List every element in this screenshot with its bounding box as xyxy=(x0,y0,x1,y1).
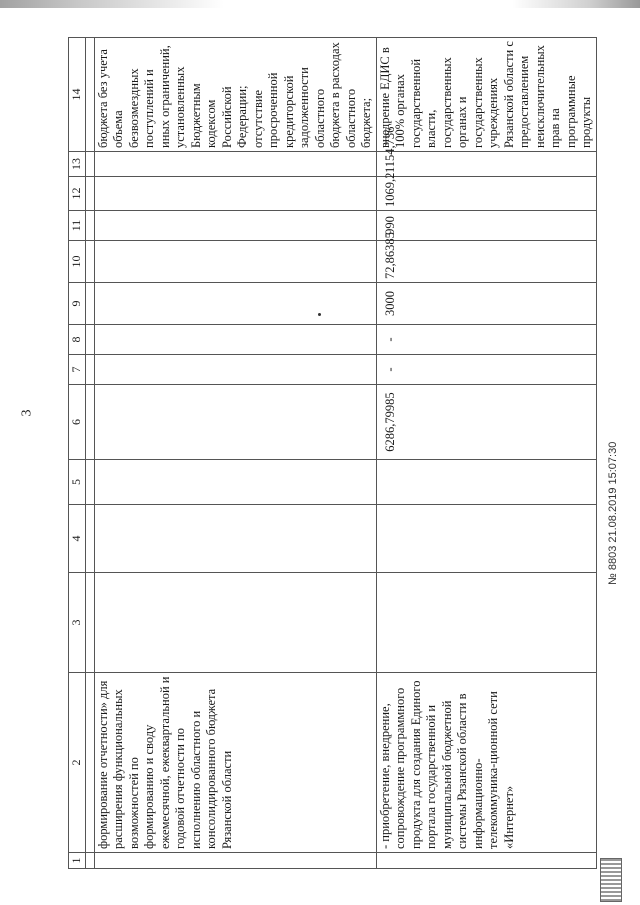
table-cell: формирование отчетности» для расширения функциональных возможностей по формированию и своду ежемесячной, ежеквартальной и годовой отчетности по исполнению областного и консолидированного бюджета Рязанской области xyxy=(94,673,376,853)
registration-stamp: № 8803 21.08.2019 15:07:30 xyxy=(607,441,619,585)
table-cell xyxy=(376,460,596,505)
table-cell xyxy=(94,283,376,325)
table-cell: 1069,2 xyxy=(376,177,596,211)
program-table xyxy=(68,37,597,869)
rotated-table-container xyxy=(68,38,593,869)
table-cell: 3000 xyxy=(376,283,596,325)
column-header: 8 xyxy=(69,325,86,355)
table-cell xyxy=(94,177,376,211)
table-cell: - xyxy=(376,325,596,355)
table-cell xyxy=(94,325,376,355)
column-header: 13 xyxy=(69,152,86,177)
column-header: 2 xyxy=(69,673,86,853)
table-cell xyxy=(94,211,376,241)
column-header: 10 xyxy=(69,241,86,283)
table-cell: бюджета без учета объема безвозмездных поступлений и иных ограничений, установленных Бюджетным кодексом Российской Федерации; отсутствие просроченной кредиторской задолженности областного бюджета в расходах областного бюджета; xyxy=(94,38,376,152)
table-cell xyxy=(376,573,596,673)
spacer-row xyxy=(85,38,94,869)
table-cell xyxy=(94,460,376,505)
column-header: 4 xyxy=(69,505,86,573)
table-cell: 72,86385 xyxy=(376,241,596,283)
column-header-row xyxy=(69,38,86,869)
table-row xyxy=(94,38,376,869)
scan-edge-artifact xyxy=(0,0,640,8)
table-cell: 1154,736 xyxy=(376,152,596,177)
column-header: 3 xyxy=(69,573,86,673)
page-number: 3 xyxy=(19,409,35,417)
column-header: 11 xyxy=(69,211,86,241)
column-header: 12 xyxy=(69,177,86,211)
barcode-stamp-icon xyxy=(600,858,622,902)
column-header: 14 xyxy=(69,38,86,152)
table-cell: 6286,79985 xyxy=(376,385,596,460)
table-cell xyxy=(94,355,376,385)
table-row xyxy=(376,38,596,869)
column-header: 7 xyxy=(69,355,86,385)
column-header: 9 xyxy=(69,283,86,325)
table-cell xyxy=(376,853,596,869)
table-cell xyxy=(94,505,376,573)
table-cell: - xyxy=(376,355,596,385)
table-cell: - приобретение, внедрение, сопровождение программного продукта для создания Единого портала государственной и муниципальной бюджетной системы Рязанской области в информационно-телекоммуника-ционной сети «Интернет» xyxy=(376,673,596,853)
table-cell xyxy=(94,385,376,460)
column-header: 5 xyxy=(69,460,86,505)
table-cell xyxy=(94,573,376,673)
table-cell: 990 xyxy=(376,211,596,241)
table-cell xyxy=(94,152,376,177)
column-header: 1 xyxy=(69,853,86,869)
table-cell xyxy=(94,853,376,869)
table-cell: внедрение ЕДИС в 100% органах государственной власти, государственных органах и государственных учреждениях Рязанской области с предоставлением неисключительных прав на программные продукты xyxy=(376,38,596,152)
column-header: 6 xyxy=(69,385,86,460)
table-cell xyxy=(376,505,596,573)
table-cell xyxy=(94,241,376,283)
